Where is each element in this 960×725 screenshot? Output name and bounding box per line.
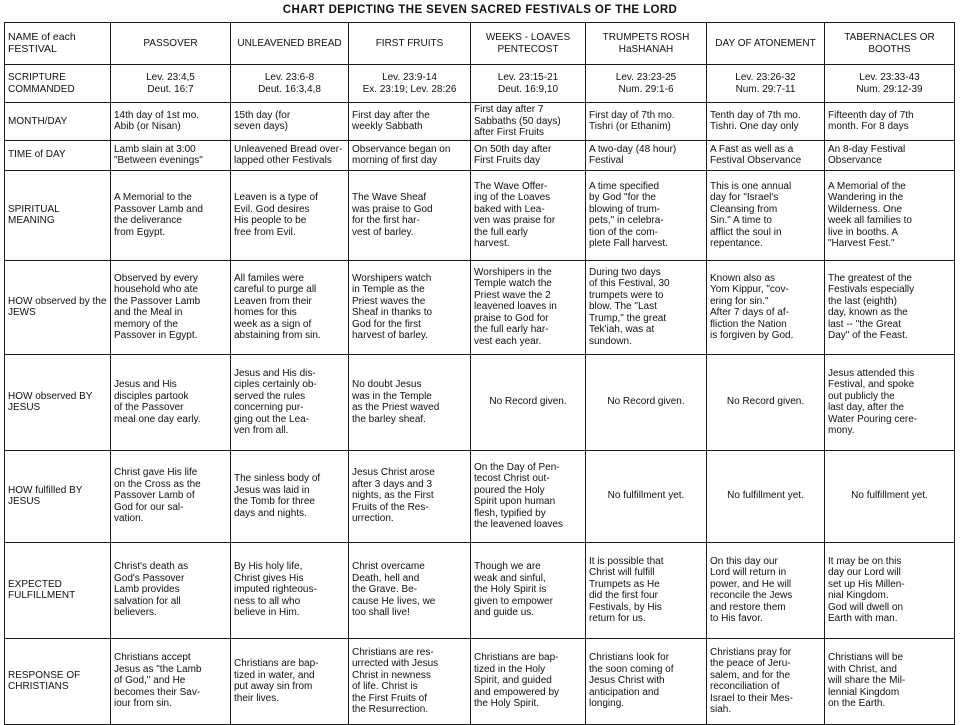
row-label-how-fulfilled-by-jesus: HOW fulfilled BY JESUS — [5, 450, 111, 542]
row-how-observed-by-jews — [5, 260, 955, 354]
table-cell: A Memorial of the Wandering in the Wilderness. One week all families to live in booths. A "Harvest Fest." — [825, 170, 955, 260]
table-cell: It is possible that Christ will fulfill Trumpets as He did the first four Festivals, by His return for us. — [586, 542, 707, 638]
table-cell: The sinless body of Jesus was laid in the Tomb for three days and nights. — [231, 450, 349, 542]
table-cell: On the Day of Pen- tecost Christ out- poured the Holy Spirit upon human flesh, typified by the leavened loaves — [471, 450, 586, 542]
table-cell: On this day our Lord will return in power, and He will reconcile the Jews and restore them to His favor. — [707, 542, 825, 638]
row-label-spiritual-meaning: SPIRITUAL MEANING — [5, 170, 111, 260]
row-label-how-observed-by-jews: HOW observed by the JEWS — [5, 260, 111, 354]
festival-header-first-fruits: FIRST FRUITS — [349, 23, 471, 65]
table-cell: Observance began on morning of first day — [349, 140, 471, 170]
table-cell: No doubt Jesus was in the Temple as the Priest waved the barley sheaf. — [349, 354, 471, 450]
header-row — [5, 23, 955, 65]
table-cell: Lev. 23:4,5 Deut. 16:7 — [111, 65, 231, 103]
table-cell: Jesus attended this Festival, and spoke out publicly the last day, after the Water Pouring cere- mony. — [825, 354, 955, 450]
table-cell: Jesus and His dis- ciples certainly ob- served the rules concerning pur- ging out the Lea- ven from all. — [231, 354, 349, 450]
table-cell: First day of 7th mo. Tishri (or Ethanim) — [586, 103, 707, 141]
table-cell: Christians accept Jesus as "the Lamb of God," and He becomes their Sav- iour from sin. — [111, 638, 231, 724]
table-cell: Jesus Christ arose after 3 days and 3 nights, as the First Fruits of the Res- urrection. — [349, 450, 471, 542]
table-cell: Christ overcame Death, hell and the Grave. Be- cause He lives, we too shall live! — [349, 542, 471, 638]
table-cell: Worshipers watch in Temple as the Priest waves the Sheaf in thanks to God for the first harvest of barley. — [349, 260, 471, 354]
table-cell: An 8-day Festival Observance — [825, 140, 955, 170]
table-cell: Christians look for the soon coming of Jesus Christ with anticipation and longing. — [586, 638, 707, 724]
table-cell: Unleavened Bread over- lapped other Festivals — [231, 140, 349, 170]
festival-header-unleavened-bread: UNLEAVENED BREAD — [231, 23, 349, 65]
table-cell: No Record given. — [471, 354, 586, 450]
table-cell: A time specified by God "for the blowing of trum- pets," in celebra- tion of the com- plete Fall harvest. — [586, 170, 707, 260]
festival-header-trumpets: TRUMPETS ROSH HaSHANAH — [586, 23, 707, 65]
table-cell: Lamb slain at 3:00 "Between evenings" — [111, 140, 231, 170]
table-cell: It may be on this day our Lord will set up His Millen- nial Kingdom. God will dwell on Earth with man. — [825, 542, 955, 638]
row-spiritual-meaning — [5, 170, 955, 260]
table-cell: Tenth day of 7th mo. Tishri. One day only — [707, 103, 825, 141]
table-cell: Christ gave His life on the Cross as the Passover Lamb of God for our sal- vation. — [111, 450, 231, 542]
row-scripture-commanded — [5, 65, 955, 103]
table-cell: Lev. 23:15-21 Deut. 16:9,10 — [471, 65, 586, 103]
table-cell: Christians are bap- tized in the Holy Spirit, and guided and empowered by the Holy Spirit. — [471, 638, 586, 724]
table-cell: Though we are weak and sinful, the Holy Spirit is given to empower and guide us. — [471, 542, 586, 638]
table-cell: 14th day of 1st mo. Abib (or Nisan) — [111, 103, 231, 141]
row-month-day — [5, 103, 955, 141]
table-cell: All familes were careful to purge all Leaven from their homes for this week as a sign of abstaining from sin. — [231, 260, 349, 354]
row-label-response-of-christians: RESPONSE OF CHRISTIANS — [5, 638, 111, 724]
festivals-chart — [4, 22, 955, 725]
table-cell: Christians will be with Christ, and will share the Mil- lennial Kingdom on the Earth. — [825, 638, 955, 724]
table-cell: Christians pray for the peace of Jeru- salem, and for the reconciliation of Israel to their Mes- siah. — [707, 638, 825, 724]
table-cell: Leaven is a type of Evil. God desires His people to be free from Evil. — [231, 170, 349, 260]
table-cell: A two-day (48 hour) Festival — [586, 140, 707, 170]
table-cell: On 50th day after First Fruits day — [471, 140, 586, 170]
row-label-scripture-commanded: SCRIPTURE COMMANDED — [5, 65, 111, 103]
table-cell: 15th day (for seven days) — [231, 103, 349, 141]
table-cell: No fulfillment yet. — [707, 450, 825, 542]
festival-header-tabernacles: TABERNACLES OR BOOTHS — [825, 23, 955, 65]
table-cell: Lev. 23:23-25 Num. 29:1-6 — [586, 65, 707, 103]
table-cell: Observed by every household who ate the Passover Lamb and the Meal in memory of the Passover in Egypt. — [111, 260, 231, 354]
row-label-time-of-day: TIME of DAY — [5, 140, 111, 170]
row-how-fulfilled-by-jesus — [5, 450, 955, 542]
table-cell: First day after the weekly Sabbath — [349, 103, 471, 141]
table-cell: Lev. 23:33-43 Num. 29:12-39 — [825, 65, 955, 103]
table-cell: Lev. 23:6-8 Deut. 16:3,4,8 — [231, 65, 349, 103]
table-cell: Fifteenth day of 7th month. For 8 days — [825, 103, 955, 141]
row-how-observed-by-jesus — [5, 354, 955, 450]
table-cell: No Record given. — [586, 354, 707, 450]
row-label-expected-fulfillment: EXPECTED FULFILLMENT — [5, 542, 111, 638]
row-expected-fulfillment — [5, 542, 955, 638]
table-cell: No Record given. — [707, 354, 825, 450]
table-cell: The Wave Sheaf was praise to God for the first har- vest of barley. — [349, 170, 471, 260]
table-cell: First day after 7 Sabbaths (50 days) after First Fruits — [471, 103, 586, 141]
festival-header-passover: PASSOVER — [111, 23, 231, 65]
row-response-of-christians — [5, 638, 955, 724]
table-cell: During two days of this Festival, 30 trumpets were to blow. The "Last Trump," the great Tek'iah, was at sundown. — [586, 260, 707, 354]
table-cell: No fulfillment yet. — [586, 450, 707, 542]
table-cell: The greatest of the Festivals especially the last (eighth) day, known as the last -- "the Great Day" of the Feast. — [825, 260, 955, 354]
table-cell: Christians are bap- tized in water, and put away sin from their lives. — [231, 638, 349, 724]
table-cell: Known also as Yom Kippur, "cov- ering for sin." After 7 days of af- fliction the Nation is forgiven by God. — [707, 260, 825, 354]
page-title: CHART DEPICTING THE SEVEN SACRED FESTIVALS OF THE LORD — [282, 4, 678, 16]
table-cell: This is one annual day for "Israel's Cleansing from Sin." A time to afflict the soul in repentance. — [707, 170, 825, 260]
table-cell: A Memorial to the Passover Lamb and the deliverance from Egypt. — [111, 170, 231, 260]
table-cell: By His holy life, Christ gives His imputed righteous- ness to all who believe in Him. — [231, 542, 349, 638]
table-cell: Christians are res- urrected with Jesus Christ in newness of life. Christ is the First Fruits of the Resurrection. — [349, 638, 471, 724]
row-label-month-day: MONTH/DAY — [5, 103, 111, 141]
table-cell: Worshipers in the Temple watch the Priest wave the 2 leavened loaves in praise to God for the full early har- vest each year. — [471, 260, 586, 354]
festival-header-pentecost: WEEKS - LOAVES PENTECOST — [471, 23, 586, 65]
corner-header: NAME of each FESTIVAL — [5, 23, 111, 65]
table-cell: No fulfillment yet. — [825, 450, 955, 542]
table-cell: Christ's death as God's Passover Lamb provides salvation for all believers. — [111, 542, 231, 638]
row-label-how-observed-by-jesus: HOW observed BY JESUS — [5, 354, 111, 450]
festival-header-atonement: DAY OF ATONEMENT — [707, 23, 825, 65]
table-cell: A Fast as well as a Festival Observance — [707, 140, 825, 170]
table-cell: Jesus and His disciples partook of the Passover meal one day early. — [111, 354, 231, 450]
table-cell: The Wave Offer- ing of the Loaves baked with Lea- ven was praise for the full early harvest. — [471, 170, 586, 260]
table-cell: Lev. 23:9-14 Ex. 23:19; Lev. 28:26 — [349, 65, 471, 103]
table-cell: Lev. 23:26-32 Num. 29:7-11 — [707, 65, 825, 103]
row-time-of-day — [5, 140, 955, 170]
